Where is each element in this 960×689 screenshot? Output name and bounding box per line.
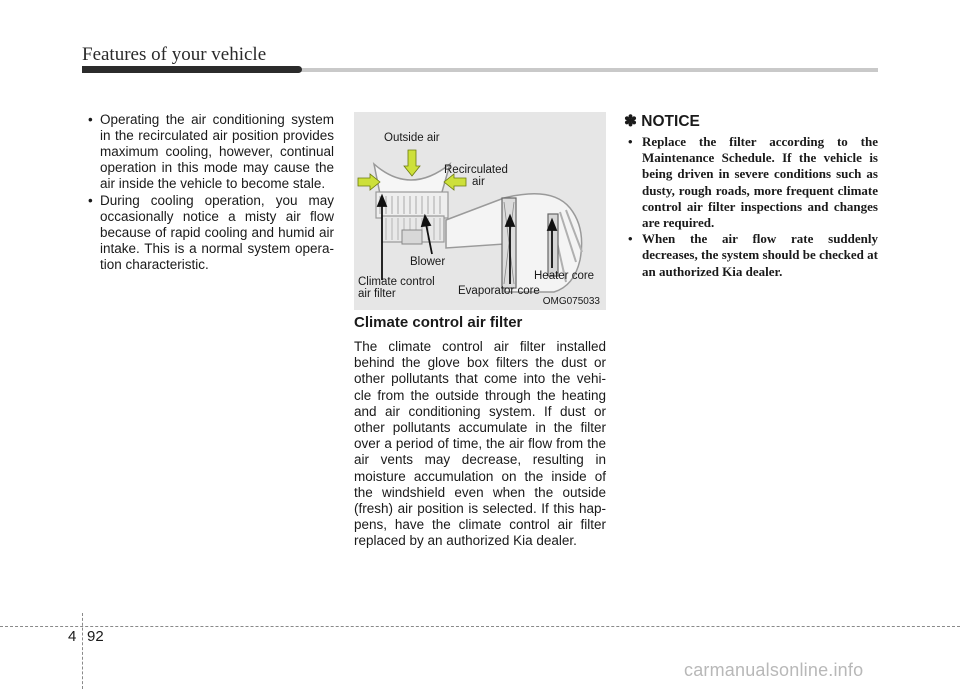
notice-list xyxy=(624,134,878,280)
header-rule-accent xyxy=(82,66,302,73)
left-column xyxy=(82,112,334,274)
footer-divider xyxy=(82,613,83,689)
page-number: 92 xyxy=(87,628,104,645)
footer-rule xyxy=(0,626,960,627)
blower-motor xyxy=(402,230,422,244)
label-heater-core: Heater core xyxy=(534,270,595,282)
label-recirculated: Recirculated xyxy=(444,164,508,176)
page-header-title: Features of your vehicle xyxy=(82,44,267,65)
figure-code: OMG075033 xyxy=(542,296,600,307)
label-recirculated-air: air xyxy=(472,176,485,188)
chapter-number: 4 xyxy=(68,628,77,645)
list-item: • Replace the filter according to the Maintenance Schedule. If the vehicle is being driven in severe conditions such as dusty, rough roads, more frequent climate control air filter inspections and changes are required. xyxy=(624,134,878,231)
label-air-filter: air filter xyxy=(358,288,396,300)
watermark: carmanualsonline.info xyxy=(684,660,864,680)
filter-housing xyxy=(376,192,448,218)
label-blower: Blower xyxy=(410,256,446,268)
list-item: • During cooling operation, you may occasionally notice a misty air flow because of rapid cooling and humid air intake. This is a normal system opera-tion characteristic. xyxy=(82,193,334,273)
label-climate-control: Climate control xyxy=(358,276,435,288)
list-item: • Operating the air conditioning system in the recirculated air position provides maximum cooling, however, continual operation in this mode may cause the air inside the vehicle to become stale. xyxy=(82,112,334,192)
label-outside-air: Outside air xyxy=(384,132,440,144)
bullet-list xyxy=(82,112,334,273)
filter-section xyxy=(354,314,606,550)
notice-box xyxy=(624,112,878,280)
list-item: • When the air flow rate suddenly decreases, the system should be checked at an authorized Kia dealer. xyxy=(624,231,878,280)
section-body: The climate control air filter installed behind the glove box filters the dust or other pollutants that come into the vehi-cle from the outside through the heating and air conditioning system. If dust or other pollutants accumulate in the filter over a period of time, the air flow from the air vents may decrease, resulting in moisture accumulation on the inside of the windshield even when the outside (fresh) air position is selected. If this hap-pens, have the climate control air filter replaced by an authorized Kia dealer. xyxy=(354,339,606,549)
notice-title: ✽ NOTICE xyxy=(624,113,700,130)
label-evaporator-core: Evaporator core xyxy=(458,285,540,297)
hvac-diagram xyxy=(354,112,606,310)
section-heading: Climate control air filter xyxy=(354,314,523,331)
